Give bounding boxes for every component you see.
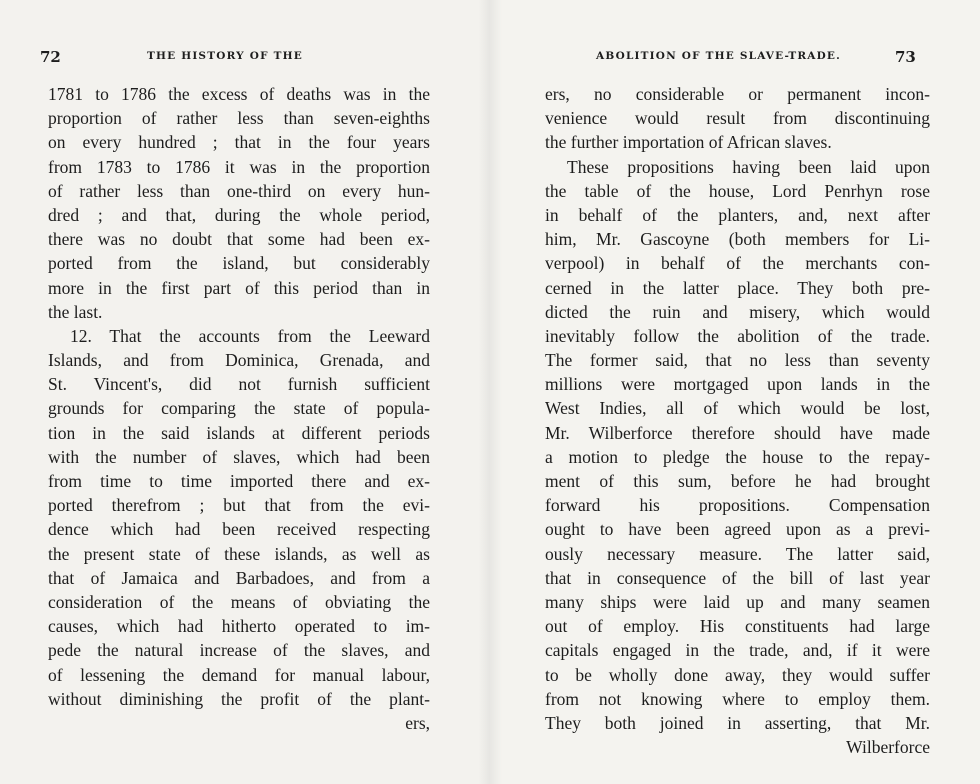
text-line: a motion to pledge the house to the repay- — [545, 446, 930, 467]
text-line: ers, no considerable or permanent incon- — [545, 84, 930, 104]
text-line: many ships were laid up and many seamen — [545, 591, 930, 612]
text-line: causes, which had hitherto operated to im- — [48, 616, 430, 637]
text-line: forward his propositions. Compensation — [545, 495, 930, 516]
paragraph-start: These propositions having been laid upon — [567, 156, 930, 177]
text-line: proportion of rather less than seven-eighths — [48, 108, 430, 129]
text-line: They both joined in asserting, that Mr. — [545, 712, 930, 733]
catchword: ers, — [405, 712, 430, 733]
catchword: Wilberforce — [846, 737, 930, 758]
text-line: ported from the island, but considerably — [48, 253, 430, 274]
text-line: West Indies, all of which would be lost, — [545, 398, 930, 419]
text-line: in behalf of the planters, and, next after — [545, 204, 930, 225]
text-line: Islands, and from Dominica, Grenada, and — [48, 350, 430, 371]
text-line: tion in the said islands at different periods — [48, 422, 430, 443]
text-line: ously necessary measure. The latter said, — [545, 543, 930, 564]
text-line: out of employ. His constituents had large — [545, 616, 930, 637]
text-line: him, Mr. Gascoyne (both members for Li- — [545, 229, 930, 250]
text-line: verpool) in behalf of the merchants con- — [545, 253, 930, 274]
text-line: ment of this sum, before he had brought — [545, 471, 930, 491]
text-line: cerned in the latter place. They both pre- — [545, 277, 930, 298]
text-line: 1781 to 1786 the excess of deaths was in the — [48, 84, 430, 104]
text-line: dence which had been received respecting — [48, 519, 430, 540]
text-line: of lessening the demand for manual labour, — [48, 664, 430, 685]
text-line: ought to have been agreed upon as a previ- — [545, 519, 930, 540]
running-head-left: THE HISTORY OF THE — [147, 50, 303, 62]
text-line: dicted the ruin and misery, which would — [545, 301, 930, 322]
text-line: that of Jamaica and Barbadoes, and from a — [48, 567, 430, 588]
text-line: that in consequence of the bill of last year — [545, 567, 930, 588]
text-line: venience would result from discontinuing — [545, 108, 930, 129]
text-line: from time to time imported there and ex- — [48, 471, 430, 491]
text-line: on every hundred ; that in the four years — [48, 132, 430, 153]
text-line: of rather less than one-third on every hun- — [48, 180, 430, 201]
text-line: without diminishing the profit of the plant- — [48, 688, 430, 709]
text-line: the table of the house, Lord Penrhyn rose — [545, 180, 930, 201]
text-line: grounds for comparing the state of popula- — [48, 398, 430, 419]
text-line: the present state of these islands, as well as — [48, 543, 430, 564]
text-line: Mr. Wilberforce therefore should have made — [545, 422, 930, 443]
text-line: the further importation of African slaves. — [545, 132, 832, 153]
text-line: ported therefrom ; but that from the evi- — [48, 495, 430, 516]
text-line: consideration of the means of obviating the — [48, 591, 430, 612]
text-line: the last. — [48, 301, 103, 322]
page-number-left: 72 — [40, 48, 61, 66]
paragraph-start: 12. That the accounts from the Leeward — [70, 325, 430, 346]
text-line: pede the natural increase of the slaves, and — [48, 640, 430, 661]
text-line: from not knowing where to employ them. — [545, 688, 930, 709]
text-line: millions were mortgaged upon lands in the — [545, 374, 930, 395]
right-page — [490, 0, 980, 784]
running-head-right: ABOLITION OF THE SLAVE-TRADE. — [596, 50, 841, 62]
text-line: from 1783 to 1786 it was in the proportion — [48, 156, 430, 177]
text-line: St. Vincent's, did not furnish sufficient — [48, 374, 430, 395]
body-text-right — [545, 82, 930, 759]
text-line: The former said, that no less than seventy — [545, 350, 930, 371]
page-number-right: 73 — [895, 48, 916, 66]
text-line: dred ; and that, during the whole period, — [48, 204, 430, 225]
body-text-left — [48, 82, 430, 735]
text-line: capitals engaged in the trade, and, if it were — [545, 640, 930, 661]
text-line: with the number of slaves, which had been — [48, 446, 430, 467]
text-line: more in the first part of this period than in — [48, 277, 430, 298]
book-gutter — [478, 0, 502, 784]
text-line: inevitably follow the abolition of the trade. — [545, 325, 930, 346]
text-line: there was no doubt that some had been ex- — [48, 229, 430, 250]
text-line: to be wholly done away, they would suffer — [545, 664, 930, 685]
